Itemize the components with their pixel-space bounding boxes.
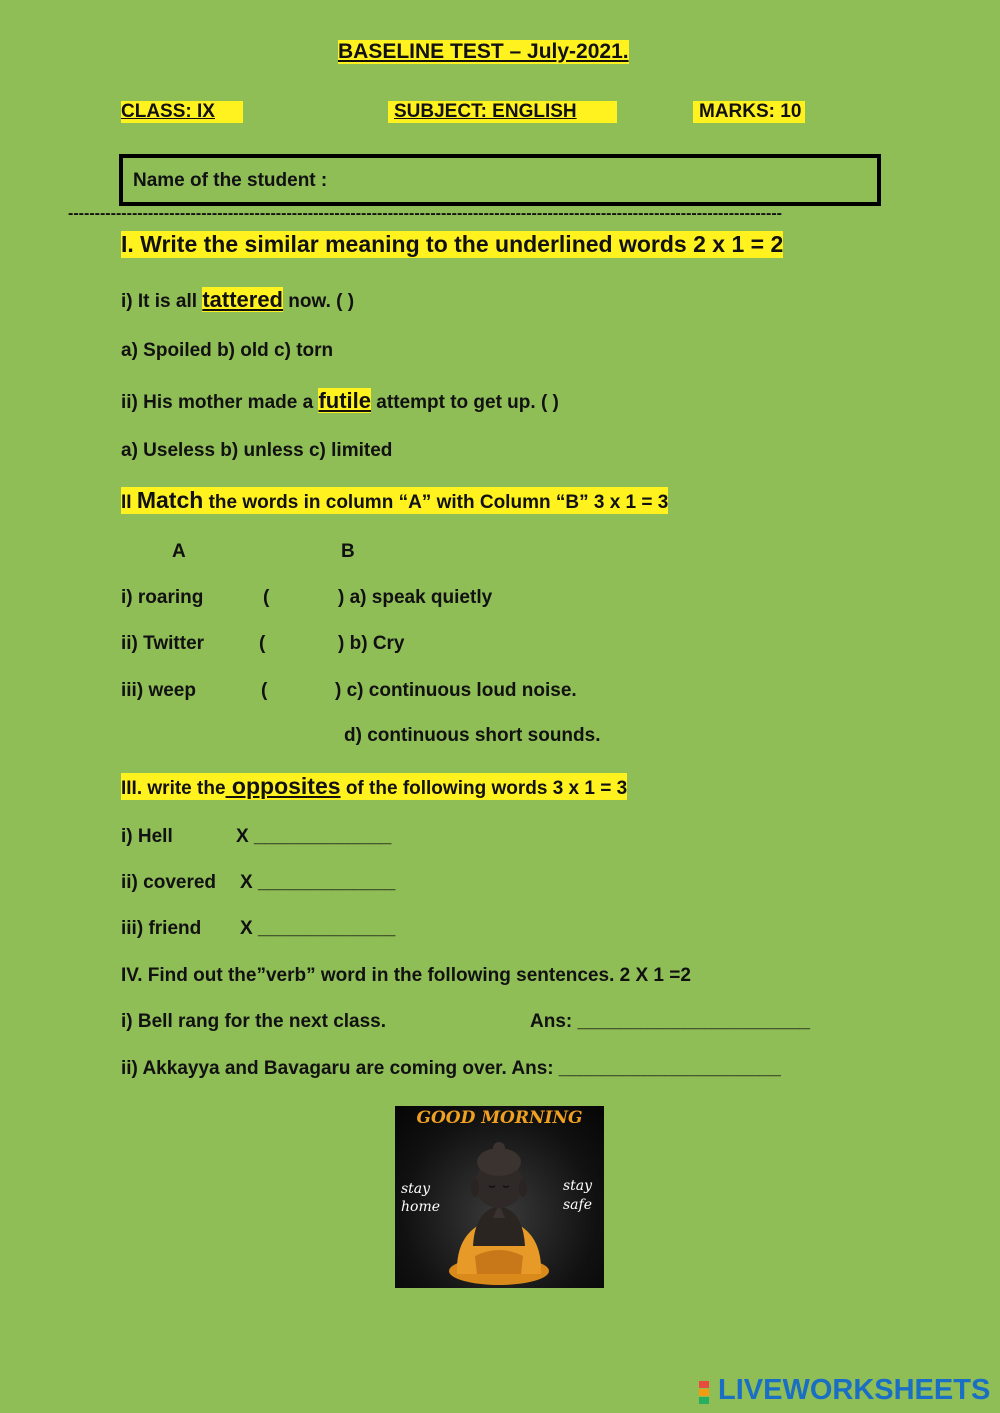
page-title: BASELINE TEST – July-2021.: [338, 40, 629, 63]
section-3-heading-rest: of the following words 3 x 1 = 3: [340, 778, 628, 799]
section-2-heading-prefix: II: [121, 492, 137, 513]
match-row-answer-slot[interactable]: (: [261, 680, 268, 701]
opposite-item-label: ii) covered: [121, 872, 217, 893]
liveworksheets-brand[interactable]: [698, 1374, 990, 1407]
verb-question-2[interactable]: ii) Akkayya and Bavagaru are coming over. Ans: _____________________: [121, 1058, 781, 1079]
match-row-answer-slot[interactable]: (: [259, 633, 266, 654]
question-1-ii-prefix: ii) His mother made a: [121, 392, 319, 413]
question-1-i-options: a) Spoiled b) old c) torn: [121, 340, 334, 361]
image-caption-left: home: [401, 1199, 441, 1215]
dashed-divider: --------------------------------------------------------------------------------------------------------------------------------------: [68, 205, 782, 222]
column-a-header: A: [172, 541, 186, 562]
opposite-item-answer[interactable]: X _____________: [240, 872, 396, 893]
question-1-ii-suffix[interactable]: attempt to get up. ( ): [371, 392, 559, 413]
image-caption-right: stay: [563, 1178, 593, 1194]
question-1-i: [121, 287, 354, 313]
class-label: CLASS: IX: [121, 101, 243, 123]
opposite-item-label: i) Hell: [121, 826, 173, 847]
section-3-heading-prefix: III. write the: [121, 778, 226, 799]
match-row-left: iii) weep: [121, 680, 196, 701]
match-row-left: i) roaring: [121, 587, 204, 608]
marks-label: MARKS: 10: [693, 101, 805, 123]
section-3-heading: [121, 773, 627, 800]
underlined-word-tattered: tattered: [202, 287, 283, 312]
image-title: GOOD MORNING: [416, 1108, 583, 1128]
section-2-heading-word: Match: [136, 487, 204, 513]
verb-answer-1[interactable]: Ans: ______________________: [530, 1011, 810, 1032]
section-4-heading: IV. Find out the”verb” word in the following sentences. 2 X 1 =2: [121, 965, 691, 986]
question-1-i-suffix[interactable]: now. ( ): [283, 291, 355, 312]
brand-text: LIVEWORKSHEETS: [718, 1374, 991, 1406]
image-caption-left: stay: [401, 1181, 431, 1197]
opposite-item-answer[interactable]: X _____________: [240, 918, 396, 939]
question-1-ii: [121, 388, 559, 414]
underlined-word-futile: futile: [318, 388, 372, 413]
student-name-label: Name of the student :: [133, 170, 328, 191]
section-2-heading: [121, 487, 668, 514]
student-name-field[interactable]: [119, 154, 881, 206]
question-1-ii-options: a) Useless b) unless c) limited: [121, 440, 393, 461]
subject-label: SUBJECT: ENGLISH: [388, 101, 617, 123]
opposite-item-label: iii) friend: [121, 918, 202, 939]
opposite-item-answer[interactable]: X _____________: [236, 826, 392, 847]
match-row-right: ) a) speak quietly: [338, 587, 493, 608]
question-1-i-prefix: i) It is all: [121, 291, 203, 312]
match-row-answer-slot[interactable]: (: [263, 587, 270, 608]
match-row-right: ) c) continuous loud noise.: [335, 680, 577, 701]
column-b-header: B: [341, 541, 355, 562]
match-row-right: ) b) Cry: [338, 633, 405, 654]
good-morning-buddha-image: [395, 1106, 604, 1288]
match-row-left: ii) Twitter: [121, 633, 205, 654]
section-2-heading-rest: the words in column “A” with Column “B” 3 x 1 = 3: [203, 492, 669, 513]
match-extra-option: d) continuous short sounds.: [344, 725, 601, 746]
section-3-heading-word: opposites: [225, 773, 341, 799]
verb-question-1: i) Bell rang for the next class.: [121, 1011, 387, 1032]
image-caption-right: safe: [563, 1197, 592, 1213]
section-1-heading: I. Write the similar meaning to the underlined words 2 x 1 = 2: [121, 231, 784, 257]
